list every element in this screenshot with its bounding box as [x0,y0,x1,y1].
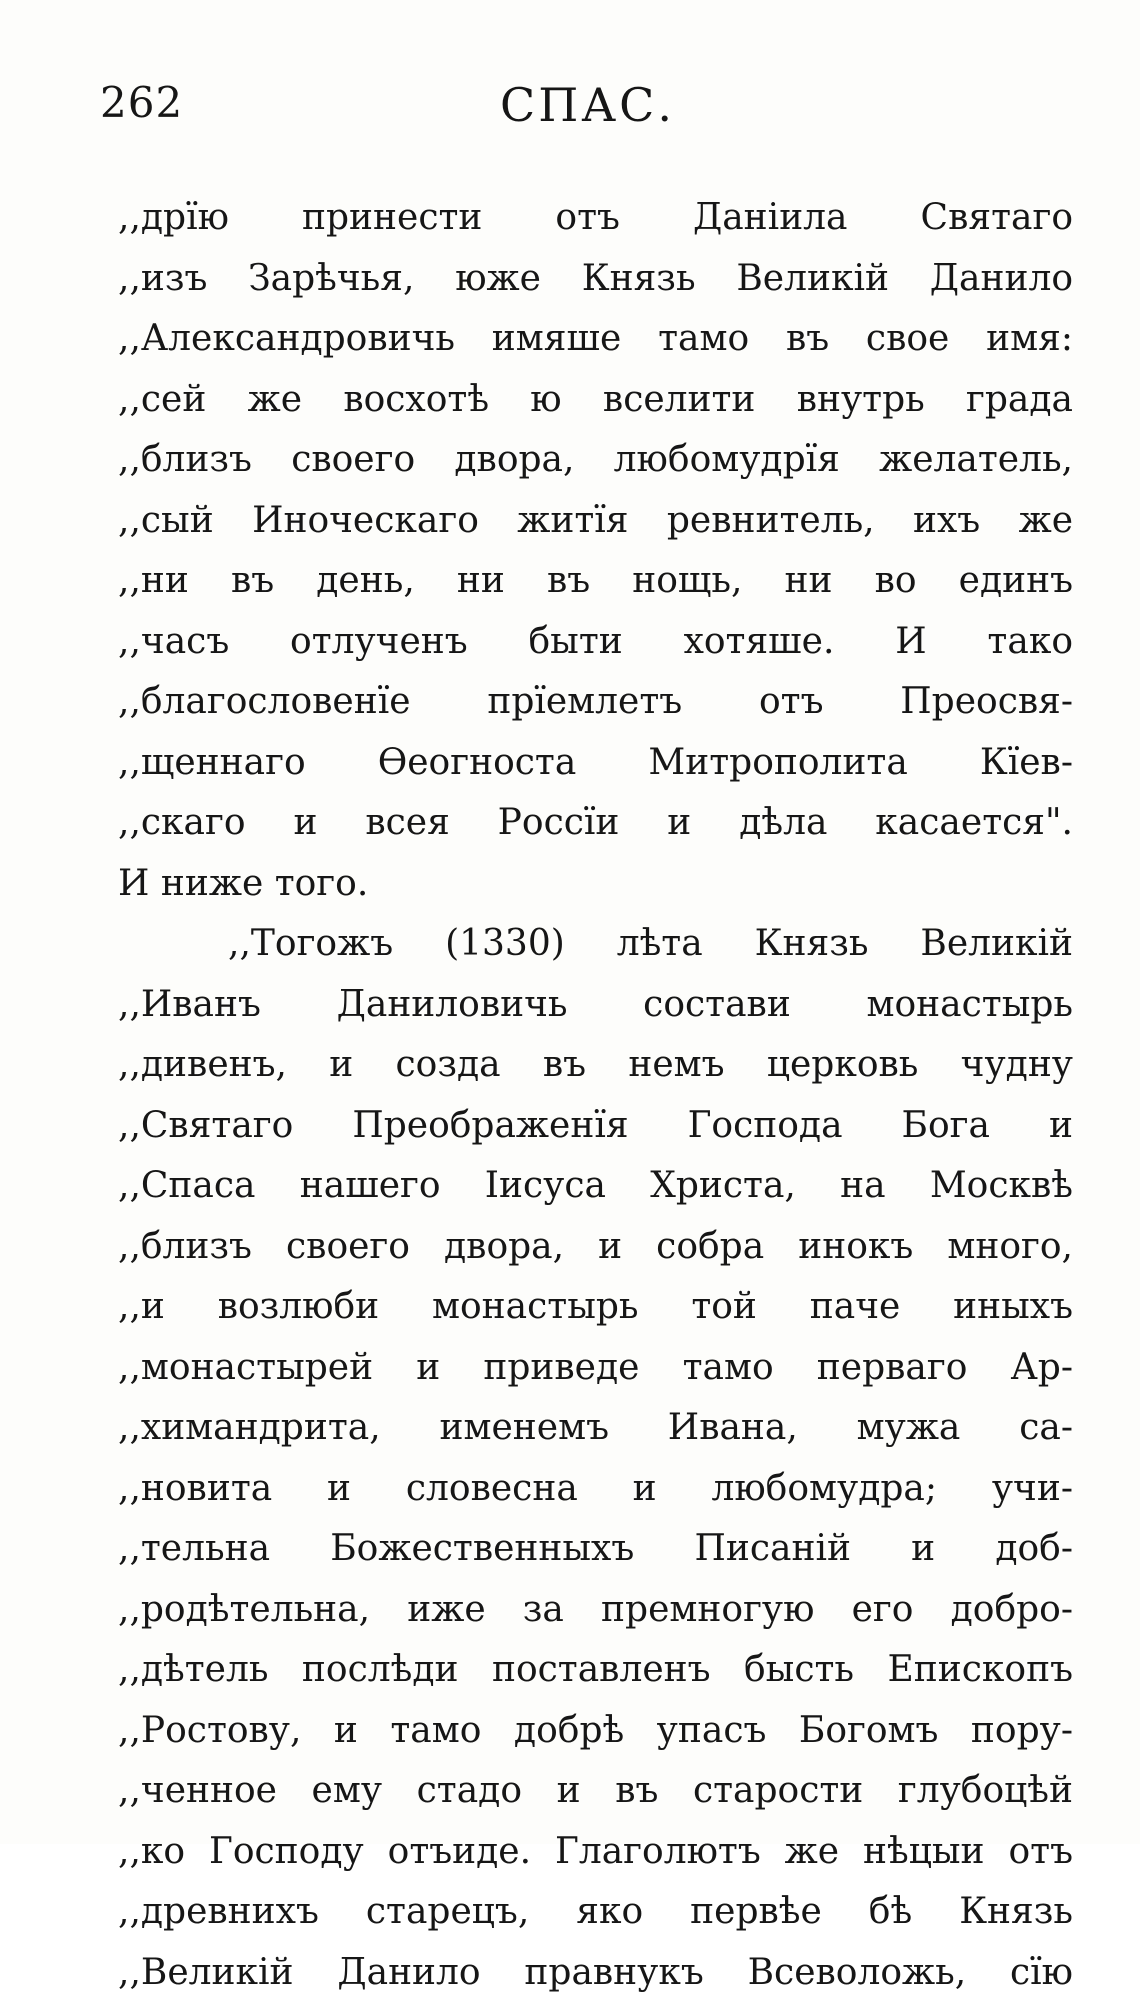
text-line: ,,благословенїе прїемлетъ отъ Преосвя- [118,672,1073,733]
text-line: И ниже того. [118,854,1073,915]
text-line: ,,Александровичь имяше тамо въ свое имя: [118,309,1073,370]
text-line: ,,ченное ему стадо и въ старости глубоцѣй [118,1761,1073,1822]
text-line: ,,сей же восхотѣ ю вселити внутрь града [118,370,1073,431]
text-line: ,,дивенъ, и созда въ немъ церковь чудну [118,1035,1073,1096]
text-line: ,,щеннаго Ѳеогноста Митрополита Кїев- [118,733,1073,794]
text-line: ,,ни въ день, ни въ нощь, ни во единъ [118,551,1073,612]
text-line: ,,дрїю принести отъ Даніила Святаго [118,188,1073,249]
text-line: ,,Тогожъ (1330) лѣта Князь Великій [118,914,1073,975]
text-line: ,,часъ отлученъ быти хотяше. И тако [118,612,1073,673]
running-head: СПАС. [500,78,675,132]
text-line: ,,дѣтель послѣди поставленъ бысть Епископъ [118,1640,1073,1701]
text-line: ,,Великій Данило правнукъ Всеволожь, сїю [118,1943,1073,2003]
text-line: ,,Спаса нашего Іисуса Христа, на Москвѣ [118,1156,1073,1217]
text-line: ,,близъ своего двора, и собра инокъ много, [118,1217,1073,1278]
text-line: ,,древнихъ старецъ, яко первѣе бѣ Князь [118,1882,1073,1943]
text-line: ,,близъ своего двора, любомудрїя желатель, [118,430,1073,491]
page-number: 262 [100,78,183,127]
body-text [118,188,1073,2003]
text-line: ,,химандрита, именемъ Ивана, мужа са- [118,1398,1073,1459]
text-line: ,,тельна Божественныхъ Писаній и доб- [118,1519,1073,1580]
text-line: ,,монастырей и приведе тамо перваго Ар- [118,1338,1073,1399]
page-header [100,78,1080,148]
text-line: ,,и возлюби монастырь той паче иныхъ [118,1277,1073,1338]
text-line: ,,Святаго Преображенїя Господа Бога и [118,1096,1073,1157]
text-line: ,,родѣтельна, иже за премногую его добро- [118,1580,1073,1641]
text-line: ,,ко Господу отъиде. Глаголютъ же нѣцыи отъ [118,1822,1073,1883]
text-line: ,,Ростову, и тамо добрѣ упасъ Богомъ пору- [118,1701,1073,1762]
text-line: ,,изъ Зарѣчья, юже Князь Великій Данило [118,249,1073,310]
text-line: ,,сый Иноческаго житїя ревнитель, ихъ же [118,491,1073,552]
text-line: ,,новита и словесна и любомудра; учи- [118,1459,1073,1520]
text-line: ,,Иванъ Даниловичь состави монастырь [118,975,1073,1036]
text-line: ,,скаго и всея Россїи и дѣла касается". [118,793,1073,854]
